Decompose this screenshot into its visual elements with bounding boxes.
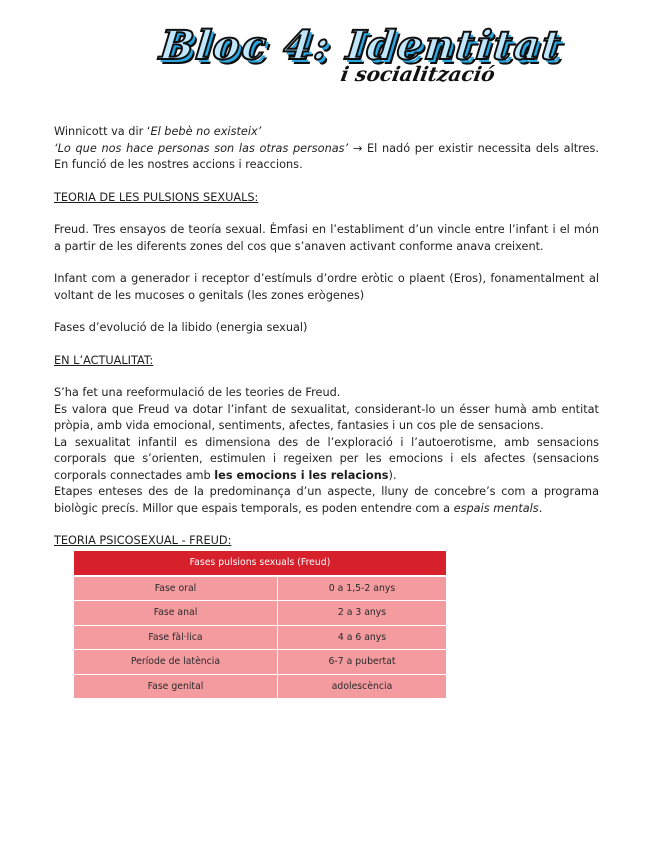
intro-prefix: Winnicott va dir ‘ bbox=[54, 125, 151, 138]
table-row bbox=[74, 674, 446, 699]
pulsions-paragraph-3: Fases d’evolució de la libido (energia sexual) bbox=[54, 321, 308, 334]
section-heading-pulsions: TEORIA DE LES PULSIONS SEXUALS: bbox=[54, 190, 259, 204]
page-title-banner bbox=[0, 0, 655, 100]
actualitat-p4-text: Etapes enteses des de la predominança d’un aspecte, lluny de concebre’s com a programa biològic precís. Millor que espais temporals, es poden entendre com a bbox=[54, 485, 599, 515]
table-cell-edat: 2 a 3 anys bbox=[278, 601, 447, 626]
table-cell-edat: 4 a 6 anys bbox=[278, 625, 447, 650]
intro-line-2 bbox=[54, 141, 599, 174]
intro-line-1 bbox=[54, 124, 599, 141]
table-row bbox=[74, 625, 446, 650]
actualitat-p3-bold: les emocions i les relacions bbox=[214, 468, 389, 482]
actualitat-paragraph-1: S’ha fet una reeformulació de les teories de Freud. bbox=[54, 386, 341, 399]
fases-table bbox=[74, 551, 446, 699]
table-cell-fase: Fase genital bbox=[74, 674, 278, 699]
actualitat-paragraph-3 bbox=[54, 435, 599, 485]
table-cell-fase: Període de latència bbox=[74, 650, 278, 675]
intro-quote-1: El bebè no existeix bbox=[150, 125, 258, 138]
pulsions-paragraph-1: Freud. Tres ensayos de teoría sexual. Èmfasi en l’establiment d’un vincle entre l’infant i el món a partir de les diferents zones del cos que s’anaven activant conforme anava creixent. bbox=[54, 223, 599, 253]
table-cell-fase: Fase oral bbox=[74, 576, 278, 601]
section-heading-psicosexual: TEORIA PSICOSEXUAL - FREUD: bbox=[54, 534, 232, 547]
table-row bbox=[74, 650, 446, 675]
page-title: Bloc 4: Identitat bbox=[157, 22, 565, 69]
actualitat-p3-text: La sexualitat infantil es dimensiona des de l’exploració i l’autoerotisme, amb sensacions corporals que s’orienten, estimulen i regeixen per les emocions i els afectes (sensacions corporals connectades amb bbox=[54, 435, 599, 482]
table-row bbox=[74, 601, 446, 626]
table-cell-fase: Fase anal bbox=[74, 601, 278, 626]
table-cell-edat: adolescència bbox=[278, 674, 447, 699]
table-cell-fase: Fase fàl·lica bbox=[74, 625, 278, 650]
table-header-row bbox=[74, 551, 446, 576]
table-header: Fases pulsions sexuals (Freud) bbox=[74, 551, 446, 576]
actualitat-p3-end: ). bbox=[388, 468, 397, 482]
intro-quote-1-close: ’ bbox=[257, 125, 262, 138]
actualitat-paragraph-4 bbox=[54, 484, 599, 517]
actualitat-p4-italic: espais mentals bbox=[453, 501, 539, 515]
actualitat-p4-end: . bbox=[538, 501, 543, 515]
intro-quote-2: ‘Lo que nos hace personas son las otras personas’ bbox=[54, 141, 349, 155]
section-heading-actualitat: EN L’ACTUALITAT: bbox=[54, 353, 154, 367]
document-body bbox=[54, 124, 599, 550]
table-cell-edat: 0 a 1,5-2 anys bbox=[278, 576, 447, 601]
intro-explanation: → El nadó per existir necessita dels altres. En funció de les nostres accions i reaccions. bbox=[54, 141, 599, 171]
actualitat-paragraph-2: Es valora que Freud va dotar l’infant de sexualitat, considerant-lo un ésser humà amb entitat pròpia, amb vida emocional, sentiments, afectes, fantasies i un cos ple de sensacions. bbox=[54, 402, 599, 432]
table-row bbox=[74, 576, 446, 601]
pulsions-paragraph-2: Infant com a generador i receptor d’estímuls d’ordre eròtic o plaent (Eros), fonamentalment al voltant de les mucoses o genitals (les zones erògenes) bbox=[54, 272, 599, 302]
page-subtitle: i socialització bbox=[338, 62, 497, 86]
table-cell-edat: 6-7 a pubertat bbox=[278, 650, 447, 675]
